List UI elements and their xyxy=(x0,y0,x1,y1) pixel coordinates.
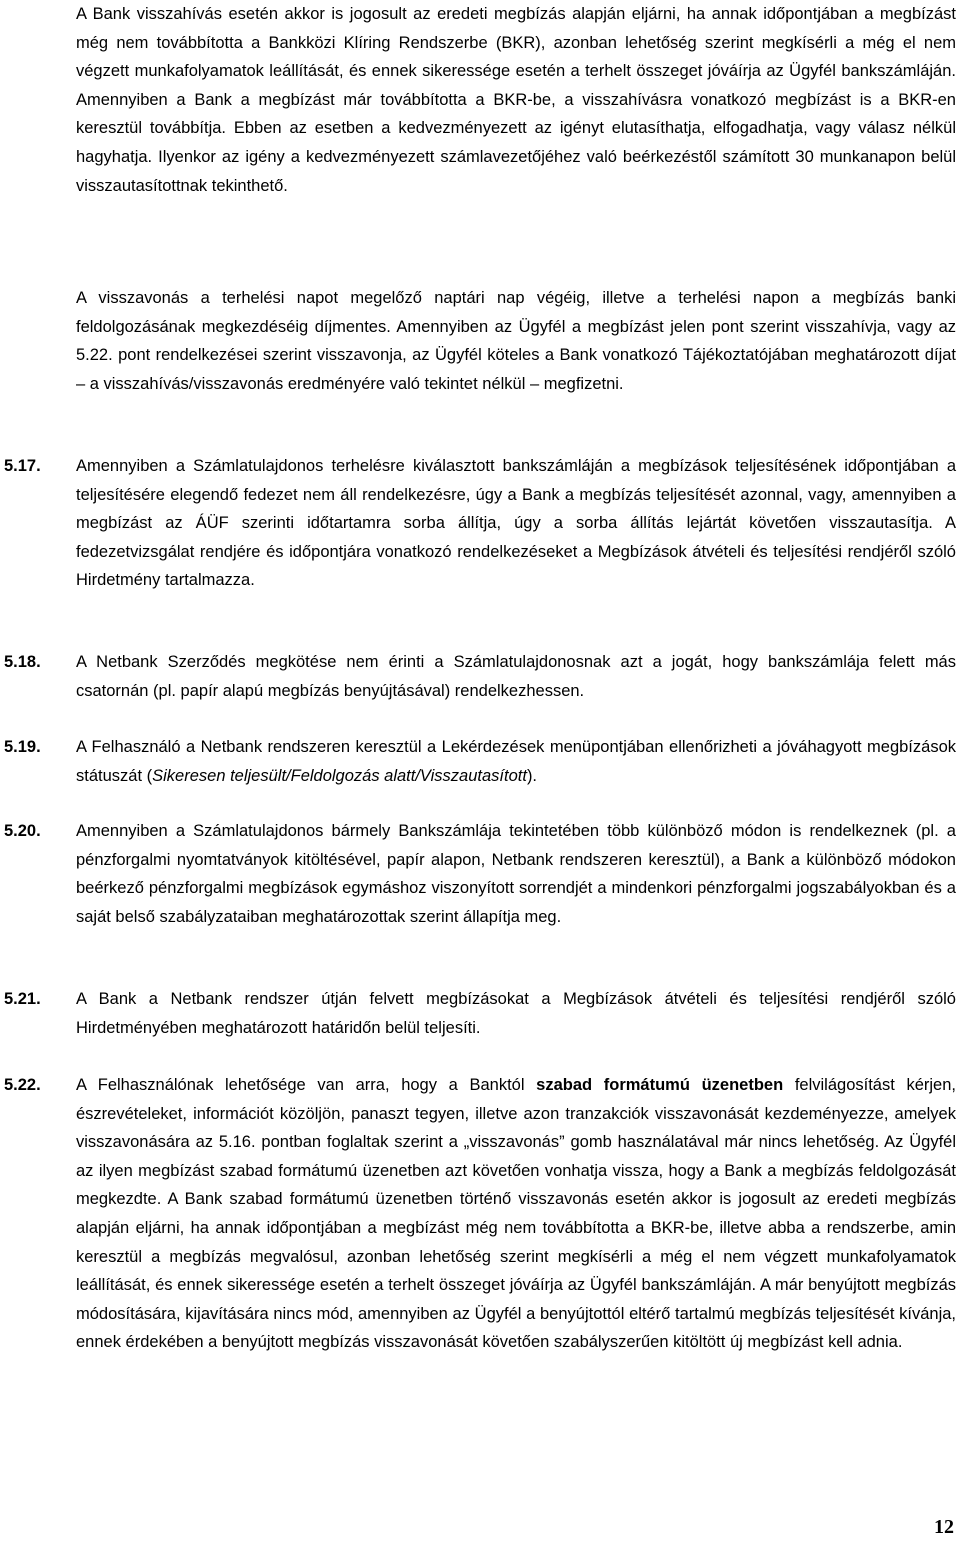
section-number: 5.21. xyxy=(4,990,41,1008)
section-number: 5.19. xyxy=(4,738,41,756)
section-text-part: ). xyxy=(526,766,538,785)
free-format-message-bold: szabad formátumú üzenetben xyxy=(536,1076,784,1094)
section-5-18 xyxy=(4,648,956,705)
section-text-part: A Felhasználó a Netbank rendszeren keresztül a Lekérdezések menüpontjában ellenőrizheti a jóváhagyott megbízások státuszát ( xyxy=(76,738,956,785)
section-text: A Bank a Netbank rendszer útján felvett megbízásokat a Megbízások átvételi és teljesítési rendjéről szóló Hirdetményében meghatározott határidőn belül teljesíti. xyxy=(76,990,956,1037)
paragraph-recall-bkr: A Bank visszahívás esetén akkor is jogosult az eredeti megbízás alapján eljárni, ha annak időpontjában a megbízást még nem továbbította a Bankközi Klíring Rendszerbe (BKR), azonban lehetőség szerint megkísérli a még el nem végzett munkafolyamatok leállítását, és ennek sikeressége esetén a terhelt összeget jóváírja az Ügyfél bankszámláján. Amennyiben a Bank a megbízást már továbbította a BKR-be, a visszahívásra vonatkozó megbízást is a BKR-en keresztül továbbítja. Ebben az esetben a kedvezményezett az igényt elutasíthatja, elfogadhatja, vagy válasz nélkül hagyhatja. Ilyenkor az igény a kedvezményezett számlavezetőjéhez való beérkezéstől számított 30 munkanapon belül visszautasítottnak tekinthető. xyxy=(76,5,956,195)
section-text xyxy=(76,1071,956,1357)
section-number: 5.22. xyxy=(4,1076,41,1094)
section-text: A Netbank Szerződés megkötése nem érinti a Számlatulajdonosnak azt a jogát, hogy bankszámlája felett más csatornán (pl. papír alapú megbízás benyújtásával) rendelkezhessen. xyxy=(76,653,956,700)
section-5-22 xyxy=(4,1071,956,1357)
page-number: 12 xyxy=(934,1516,954,1538)
section-text: Amennyiben a Számlatulajdonos bármely Bankszámlája tekintetében több különböző módon is rendelkeznek (pl. a pénzforgalmi nyomtatványok kitöltésével, papír alapon, Netbank rendszeren keresztül), a Bank a különböző módokon beérkező pénzforgalmi megbízások egymáshoz viszonyított sorrendjét a mindenkori pénzforgalmi jogszabályokban és a saját belső szabályzataiban meghatározottak szerint állapítja meg. xyxy=(76,822,956,926)
section-text-part: A Felhasználónak lehetősége van arra, hogy a Banktól xyxy=(76,1076,537,1094)
section-5-19 xyxy=(4,733,956,790)
section-5-21 xyxy=(4,985,956,1042)
section-number: 5.18. xyxy=(4,653,41,671)
section-5-17 xyxy=(4,452,956,595)
section-number: 5.17. xyxy=(4,457,41,475)
status-list-italic: Sikeresen teljesült/Feldolgozás alatt/Visszautasított xyxy=(152,766,527,785)
section-text: Amennyiben a Számlatulajdonos terhelésre kiválasztott bankszámláján a megbízások teljesítésének időpontjában a teljesítésére elegendő fedezet nem áll rendelkezésre, úgy a Bank a megbízás teljesítését azonnal, vagy, amennyiben a megbízást az ÁÜF szerinti időtartamra sorba állítja, úgy a sorba állítás lejártát követően visszautasítja. A fedezetvizsgálat rendjére és időpontjára vonatkozó rendelkezéseket a Megbízások átvételi és teljesítési rendjéről szóló Hirdetmény tartalmazza. xyxy=(76,457,956,590)
section-text-part: felvilágosítást kérjen, észrevételeket, információt közöljön, panaszt tegyen, illetve azon tranzakciók visszavonását kezdeményezze, amelyek visszavonására az 5.16. pontban foglaltak szerint a „visszavonás” gomb használatával már nincs lehetőség. Az Ügyfél az ilyen megbízást szabad formátumú üzenetben azt követően vonhatja vissza, hogy a Bank a megbízás feldolgozását megkezdte. A Bank szabad formátumú üzenetben történő visszavonás esetén akkor is jogosult az eredeti megbízás alapján eljárni, ha annak időpontjában a megbízást még nem továbbította a BKR-be, illetve abba a rendszerbe, amin keresztül a megbízás megvalósul, azonban lehetőség szerint megkísérli a még el nem végzett munkafolyamatok leállítását, és ennek sikeressége esetén a terhelt összeget jóváírja az Ügyfél bankszámláján. A már benyújtott megbízás módosítására, kijavítására nincs mód, amennyiben az Ügyfél a benyújtottól eltérő tartalmú megbízás teljesítését kívánja, ennek érdekében a benyújtott megbízás visszavonását követően szabályszerűen kitöltött új megbízást kell adnia. xyxy=(76,1076,956,1352)
section-number: 5.20. xyxy=(4,822,41,840)
section-text xyxy=(76,733,956,790)
section-5-20 xyxy=(4,817,956,931)
paragraph-revocation-fee: A visszavonás a terhelési napot megelőző naptári nap végéig, illetve a terhelési napon a megbízás banki feldolgozásának megkezdéséig díjmentes. Amennyiben az Ügyfél a megbízást jelen pont szerint visszahívja, vagy az 5.22. pont rendelkezései szerint visszavonja, az Ügyfél köteles a Bank vonatkozó Tájékoztatójában meghatározott díjat – a visszahívás/visszavonás eredményére való tekintet nélkül – megfizetni. xyxy=(76,289,956,393)
